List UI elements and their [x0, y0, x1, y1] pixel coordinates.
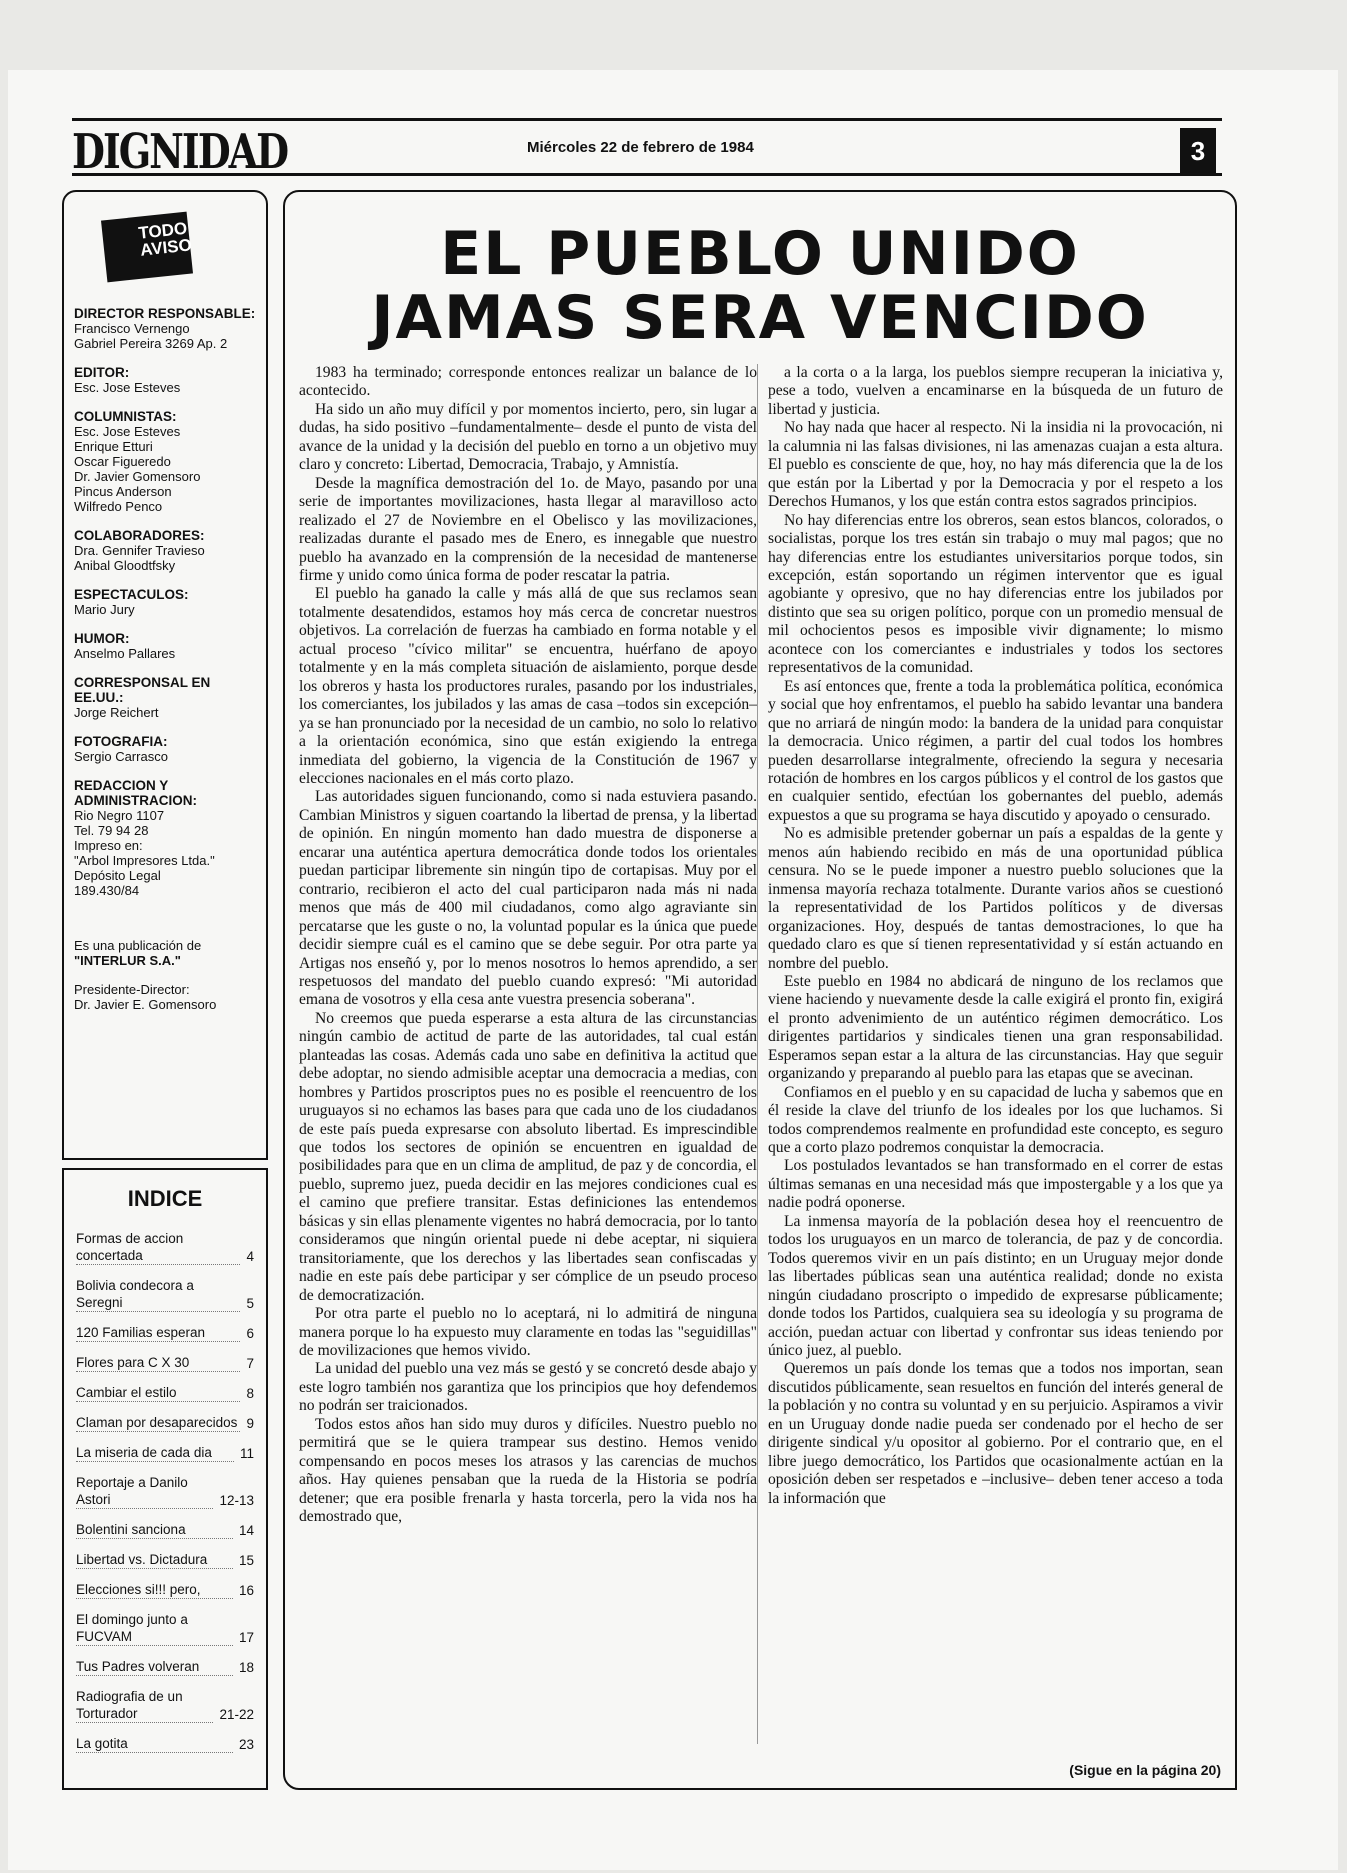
- article-paragraph: Las autoridades siguen funcionando, como si nada estuviera pasando. Cambian Ministros y siguen coartando la libertad de prensa, y la libertad de opinión. En ningún momento han dado muestra de disponerse a encarar una auténtica apertura democrática donde todos los orientales puedan participar libremente sin ningún tipo de cortapisas. Muy por el contrario, recibieron el acto del cual participaron nada más ni nada menos que más de 400 mil ciudadanos, como algo agraviante sin percatarse que les guste o no, la voluntad popular es la única que puede decidir siempre cuál es el camino que se debe seguir. Por otra parte ya Artigas nos enseñó y, por lo menos nosotros lo hemos aprendido, a ser respetuosos del mandato del pueblo cuando expresó: "Mi autoridad emana de vosotros y ella cesa ante vuestra presencia soberana".: [299, 788, 757, 1009]
- index-item-title: Libertad vs. Dictadura: [76, 1551, 233, 1569]
- publisher-line: Es una publicación de: [74, 938, 202, 953]
- index-item-title: Radiografia de un Torturador: [76, 1688, 213, 1723]
- president-line: Dr. Javier E. Gomensoro: [74, 997, 217, 1012]
- index-item-page: 21-22: [219, 1707, 254, 1722]
- staff-role-label: CORRESPONSAL EN EE.UU.:: [74, 675, 211, 705]
- index-item-page: 4: [246, 1249, 254, 1264]
- index-item-page: 12-13: [219, 1493, 254, 1508]
- index-title: INDICE: [127, 1186, 203, 1211]
- staff-name: 189.430/84: [74, 883, 140, 898]
- staff-role-label: DIRECTOR RESPONSABLE:: [74, 306, 256, 321]
- article-paragraph: 1983 ha terminado; corresponde entonces realizar un balance de lo acontecido.: [299, 364, 757, 400]
- staff-name: Gabriel Pereira 3269 Ap. 2: [74, 336, 228, 351]
- headline: [285, 219, 1235, 353]
- masthead: [72, 118, 1222, 180]
- index-item: [76, 1735, 254, 1753]
- article-paragraph: No hay diferencias entre los obreros, sean estos blancos, colorados, o socialistas, porque los tres están sin trabajo o muy mal pagos; que no hay diferencias entre los estudiantes universitarios porque todos, sin excepción, están soportando un régimen interventor que es igual agobiante y opresivo, que no hay diferencias entre los jubilados por distinto que sea su origen político, porque con un promedio mensual de mil ochocientos pesos es imposible vivir dignamente; lo mismo acontece con los comerciantes e industriales y todos los sectores representativos de la comunidad.: [768, 511, 1223, 677]
- index-item: [76, 1581, 254, 1599]
- index-item-page: 8: [246, 1386, 254, 1401]
- index-item-title: Bolivia condecora a Seregni: [76, 1277, 240, 1312]
- page-number: 3: [1180, 128, 1216, 174]
- staff-name: Anselmo Pallares: [74, 646, 176, 661]
- article-paragraph: Queremos un país donde los temas que a todos nos importan, sean discutidos públicamente, sean resueltos en función del interés general de la población y no contra su voluntad y en su perjuicio. Aspiramos a vivir en un Uruguay donde nadie pueda ser condenado por el hecho de ser dirigente sindical y/u opositor al gobierno. Por el contrario que, en el libre juego democrático, los Partidos que ocasionalmente actúan en la oposición deben ser respetados e –inclusive– deben tener acceso a toda la información que: [768, 1360, 1223, 1507]
- newspaper-logo: DIGNIDAD: [72, 123, 288, 180]
- index-item-title: Formas de accion concertada: [76, 1230, 240, 1265]
- staff-name: Sergio Carrasco: [74, 749, 168, 764]
- index-item-page: 9: [246, 1416, 254, 1431]
- headline-line-2: JAMAS SERA VENCIDO: [371, 283, 1149, 353]
- president-block: [74, 982, 260, 1012]
- issue-date: Miércoles 22 de febrero de 1984: [527, 139, 754, 156]
- article-paragraph: No hay nada que hacer al respecto. Ni la insidia ni la provocación, ni la calumnia ni las falsas divisiones, ni las amenazas cuajan a esta altura. El pueblo es consciente de que, hoy, no hay más diferencia que la de los que están por la Libertad y por la Democracia y por el respeto a los Derechos Humanos, y los que están contra estos sagrados principios.: [768, 419, 1223, 511]
- index-item-page: 23: [238, 1737, 254, 1752]
- staff-role-label: COLUMNISTAS:: [74, 409, 177, 424]
- staff-role-label: EDITOR:: [74, 365, 130, 380]
- index-item-title: La miseria de cada dia: [76, 1444, 234, 1462]
- staff-list: [74, 292, 260, 1012]
- index-item-page: 16: [238, 1583, 254, 1598]
- index-item: [76, 1551, 254, 1569]
- staff-name: Mario Jury: [74, 602, 135, 617]
- index-item-page: 5: [246, 1296, 254, 1311]
- publisher-line: "INTERLUR S.A.": [74, 953, 181, 968]
- article-paragraph: Confiamos en el pueblo y en su capacidad de lucha y sabemos que en él reside la clave del triunfo de los ideales por los que luchamos. Si todos comprendemos realmente en profundidad este concepto, es seguro que a corto plazo podremos conquistar la democracia.: [768, 1083, 1223, 1157]
- index-item-title: La gotita: [76, 1735, 233, 1753]
- staff-name: Anibal Gloodtfsky: [74, 558, 176, 573]
- staff-name: Impreso en:: [74, 838, 143, 853]
- index-item-page: 14: [238, 1523, 254, 1538]
- staff-role-label: FOTOGRAFIA:: [74, 734, 168, 749]
- article-paragraph: Este pueblo en 1984 no abdicará de ninguno de los reclamos que viene haciendo y nuevamente desde la calle exigirá el pronto fin, exigirá el pronto advenimiento de un auténtico régimen democrático. Los dirigentes partidarios y sindicales tienen una gran responsabilidad. Esperamos sepan estar a la altura de las circunstancias. Hay que seguir organizando y preparando al pueblo para las etapas que se avecinan.: [768, 972, 1223, 1083]
- article-paragraph: Ha sido un año muy difícil y por momentos incierto, pero, sin lugar a dudas, ha sido positivo –fundamentalmente– desde el punto de vista del avance de la unidad y la decisión del pueblo en torno a un objetivo muy claro y concreto: Libertad, Democracia, Trabajo, y Amnistía.: [299, 400, 757, 474]
- index-item-page: 15: [238, 1553, 254, 1568]
- staff-role-label: COLABORADORES:: [74, 528, 205, 543]
- index-item: [76, 1521, 254, 1539]
- todo-aviso-logo: TODO AVISO: [101, 212, 193, 283]
- article-paragraph: Desde la magnífica demostración del 1o. de Mayo, pasando por una serie de importantes movilizaciones, hasta llegar al maravilloso acto realizado el 27 de Noviembre en el Obelisco y las movilizaciones, realizadas durante el pasado mes de Enero, es innegable que nuestro pueblo ha avanzado en la comprensión de la necesidad de mantenerse firme y unido como única forma de poder rescatar la patria.: [299, 474, 757, 584]
- index-item-page: 17: [238, 1630, 254, 1645]
- index-item: [76, 1474, 254, 1509]
- index-item-title: Claman por desaparecidos: [76, 1414, 240, 1432]
- index-item-page: 6: [246, 1326, 254, 1341]
- staff-name: Dr. Javier Gomensoro: [74, 469, 201, 484]
- index-item: [76, 1324, 254, 1342]
- column-divider: [757, 364, 758, 1744]
- president-line: Presidente-Director:: [74, 982, 190, 997]
- article-paragraph: Es así entonces que, frente a toda la problemática política, económica y social que hoy enfrentamos, el pueblo ha sabido levantar una bandera que no arriará de ningún modo: la bandera de la unidad para conquistar la democracia. Unico régimen, a partir del cual todos los hombres pueden desarrollarse integralmente, ofreciendo la segura y necesaria rotación de hombres en los cargos públicos y el control de los gastos que en cualquier sentido, efectúan los gobernantes del pueblo, además expuestos a que su programa se haya discutido y apoyado o censurado.: [768, 677, 1223, 824]
- index-item: [76, 1444, 254, 1462]
- index-item-page: 18: [238, 1660, 254, 1675]
- article-paragraph: a la corta o a la larga, los pueblos siempre recuperan la iniciativa y, pese a todo, vuelven a encaminarse en la búsqueda de un futuro de libertad y justicia.: [768, 364, 1223, 418]
- staff-name: Wilfredo Penco: [74, 499, 163, 514]
- article-paragraph: Los postulados levantados se han transformado en el correr de estas últimas semanas en una necesidad más que impostergable y a los que ya nadie podrá oponerse.: [768, 1157, 1223, 1212]
- index-item-title: Tus Padres volveran: [76, 1658, 233, 1676]
- index-item-page: 11: [239, 1446, 254, 1461]
- index-box: [62, 1168, 268, 1790]
- article-paragraph: El pueblo ha ganado la calle y más allá de que sus reclamos sean totalmente desatendidos, estamos hoy más cerca de concretar nuestros objetivos. La correlación de fuerzas ha cambiado en forma notable y el actual proceso "cívico militar" se encuentra, huérfano de apoyo totalmente y en la más completa situación de aislamiento, porque desde los obreros y hasta los productores rurales, pasando por los industriales, los comerciantes, los jubilados y las amas de casa –todos sin excepción– ya se han pronunciado por la necesidad de un cambio, no solo lo relativo a la orientación económica, sino que están exigiendo la entrega inmediata del gobierno, la vigencia de la Constitución de 1967 y elecciones nacionales en el más corto plazo.: [299, 585, 757, 787]
- index-item: [76, 1384, 254, 1402]
- index-item: [76, 1611, 254, 1646]
- index-item: [76, 1230, 254, 1265]
- article-paragraph: No creemos que pueda esperarse a esta altura de las circunstancias ningún cambio de actitud de parte de las autoridades, tal cual están planteadas las cosas. Además cada uno sabe en definitiva la actitud que debe adoptar, no siendo admisible aceptar una democracia a medias, con hombres y Partidos proscriptos pues no es posible el reencuentro de los uruguayos si no echamos las bases para que cada uno de los ciudadanos de este país pueda expresarse con absoluto libertad. Es imprescindible que todos los sectores de opinión se encuentren en igualdad de posibilidades para que en un clima de amplitud, de paz y de concordia, el pueblo, supremo juez, pueda decidir en las mejores condiciones cual es el camino que prefiere transitar. Estas definiciones las entendemos básicas y sin ellas plenamente vigentes no habrá democracia, por lo tanto consideramos que ningún oriental puede ni debe aceptar, ni siquiera transitoriamente, que los derechos y las libertades sean confiscadas y nadie en este país debe participar y ser cómplice de un pseudo proceso de democratización.: [299, 1009, 757, 1304]
- index-item-title: El domingo junto a FUCVAM: [76, 1611, 233, 1646]
- index-item-title: Bolentini sanciona: [76, 1521, 233, 1539]
- staff-name: Oscar Figueredo: [74, 454, 171, 469]
- index-item: [76, 1277, 254, 1312]
- index-item-title: Flores para C X 30: [76, 1354, 240, 1372]
- article-paragraph: Todos estos años han sido muy duros y difíciles. Nuestro pueblo no permitirá que se le quiera trampear sus destino. Hemos venido compensando en pocos meses los atrasos y las carencias de muchos años. Hay quienes pensaban que la rueda de la Historia se podría detener; que era posible frenarla y hasta torcerla, pero la vida nos ha demostrado que,: [299, 1415, 757, 1526]
- staff-box: [62, 190, 268, 1160]
- index-item: [76, 1414, 254, 1432]
- index-list: [76, 1230, 254, 1753]
- staff-name: Dra. Gennifer Travieso: [74, 543, 205, 558]
- index-item: [76, 1354, 254, 1372]
- staff-name: Rio Negro 1107: [74, 808, 165, 823]
- staff-name: Jorge Reichert: [74, 705, 159, 720]
- index-item: [76, 1658, 254, 1676]
- staff-role-label: ESPECTACULOS:: [74, 587, 189, 602]
- index-item: [76, 1688, 254, 1723]
- index-item-title: 120 Familias esperan: [76, 1324, 240, 1342]
- article-column-2: [768, 364, 1223, 1744]
- article-paragraph: No es admisible pretender gobernar un país a espaldas de la gente y menos aún habiendo recibido en más de una oportunidad pública censura. No se le puede imponer a nuestro pueblo soluciones que la inmensa mayoría rechaza totalmente. Durante varios años se cuestionó la representatividad de los Partidos políticos y de diversas organizaciones. Hoy, después de tantas demostraciones, lo que ha quedado claro es que sí tienen representatividad y sí están actuando en nombre del pueblo.: [768, 825, 1223, 972]
- article-column-1: [299, 364, 757, 1744]
- staff-name: Depósito Legal: [74, 868, 161, 883]
- staff-name: "Arbol Impresores Ltda.": [74, 853, 215, 868]
- index-item-title: Cambiar el estilo: [76, 1384, 240, 1402]
- staff-name: Esc. Jose Esteves: [74, 424, 181, 439]
- article-paragraph: Por otra parte el pueblo no lo aceptará, ni lo admitirá de ninguna manera porque lo ha expuesto muy claramente en todas las "seguidillas" de movilizaciones que hemos vivido.: [299, 1305, 757, 1360]
- headline-line-1: EL PUEBLO UNIDO: [440, 219, 1080, 289]
- continued-note: (Sigue en la página 20): [1069, 1762, 1221, 1778]
- staff-role-label: HUMOR:: [74, 631, 130, 646]
- staff-role-label: REDACCION Y ADMINISTRACION:: [74, 778, 197, 808]
- staff-name: Enrique Etturi: [74, 439, 153, 454]
- staff-name: Francisco Vernengo: [74, 321, 190, 336]
- staff-name: Esc. Jose Esteves: [74, 380, 181, 395]
- staff-name: Pincus Anderson: [74, 484, 172, 499]
- publisher-block: [74, 938, 260, 968]
- staff-name: Tel. 79 94 28: [74, 823, 149, 838]
- index-item-title: Elecciones si!!! pero,: [76, 1581, 233, 1599]
- article-paragraph: La inmensa mayoría de la población desea hoy el reencuentro de todos los uruguayos en un marco de tolerancia, de paz y de concordia. Todos queremos vivir en un país distinto; en un Uruguay mejor donde las libertades públicas sean una auténtica realidad; donde no exista ningún ciudadano proscripto o impedido de expresarse públicamente; donde todos los Partidos, cualquiera sea su ideología y su programa de acción, puedan actuar con libertad y confrontar sus ideas teniendo por único juez, al pueblo.: [768, 1212, 1223, 1360]
- index-item-page: 7: [246, 1356, 254, 1371]
- article-paragraph: La unidad del pueblo una vez más se gestó y se concretó desde abajo y este logro también nos garantiza que los principios que hoy defendemos no podrán ser traicionados.: [299, 1360, 757, 1415]
- index-item-title: Reportaje a Danilo Astori: [76, 1474, 213, 1509]
- article-box: [283, 190, 1237, 1790]
